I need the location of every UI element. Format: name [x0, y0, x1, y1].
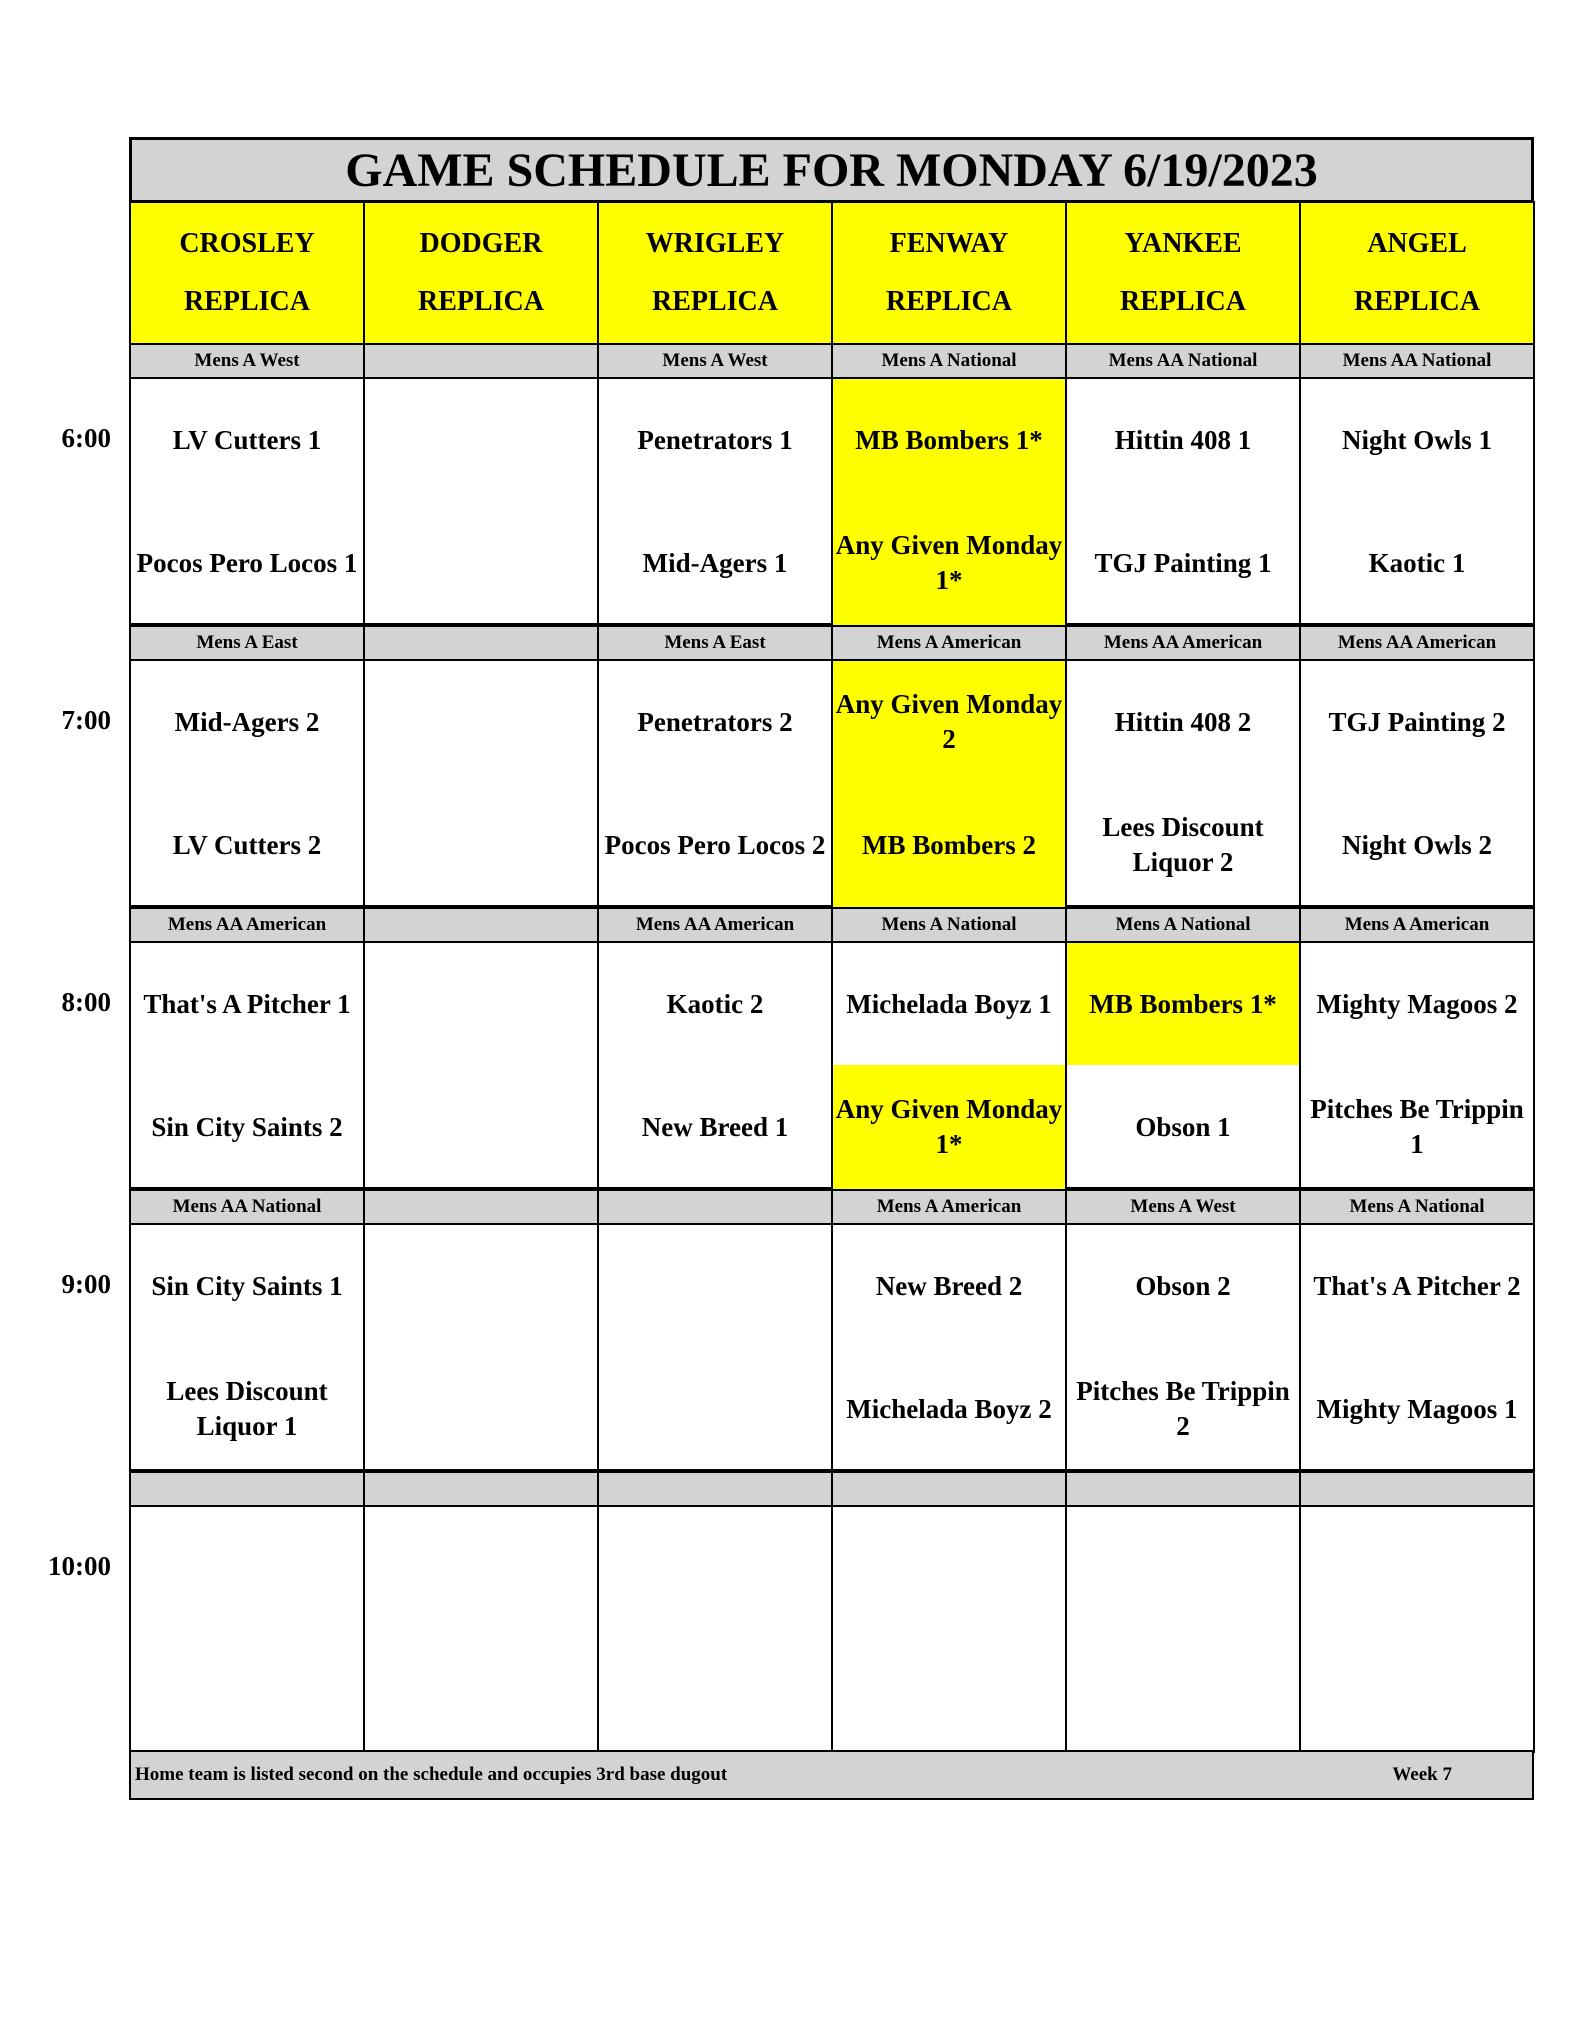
game-cell — [1065, 1223, 1301, 1471]
division-label — [363, 907, 599, 943]
game-cell — [597, 1505, 833, 1753]
home-team — [837, 1629, 1061, 1753]
game-cell — [363, 1505, 599, 1753]
field-name: DODGER — [419, 228, 543, 260]
away-team: TGJ Painting 2 — [1328, 706, 1506, 737]
game-cell — [1299, 659, 1535, 907]
field-name: WRIGLEY — [645, 228, 785, 260]
field-type: REPLICA — [651, 285, 778, 317]
field-name: CROSLEY — [179, 228, 315, 260]
schedule-sheet — [129, 137, 1534, 1800]
division-label — [1065, 1471, 1301, 1507]
away-team: Mid-Agers 2 — [174, 706, 320, 737]
game-cell — [363, 659, 599, 907]
footer-bar — [129, 1750, 1534, 1800]
home-team: TGJ Painting 1 — [1094, 547, 1272, 578]
home-team: Pocos Pero Locos 1 — [136, 547, 358, 578]
away-team: Hittin 408 1 — [1114, 424, 1252, 455]
division-label: Mens A West — [1065, 1189, 1301, 1225]
game-cell — [1065, 659, 1301, 907]
home-team — [603, 1347, 827, 1471]
away-team: Obson 2 — [1135, 1270, 1231, 1301]
division-label: Mens A East — [597, 625, 833, 661]
week-label: Week 7 — [1392, 1764, 1452, 1785]
game-cell — [129, 941, 365, 1189]
division-label: Mens A American — [831, 1189, 1067, 1225]
away-team — [369, 943, 593, 1065]
away-team: Penetrators 1 — [637, 424, 793, 455]
division-label: Mens A National — [1065, 907, 1301, 943]
game-cell — [129, 1505, 365, 1753]
division-label — [597, 1471, 833, 1507]
division-label — [831, 1471, 1067, 1507]
division-label: Mens A National — [831, 343, 1067, 379]
home-team: Sin City Saints 2 — [151, 1111, 343, 1142]
away-team: That's A Pitcher 2 — [1313, 1270, 1521, 1301]
away-team — [135, 1507, 359, 1629]
division-label — [363, 1471, 599, 1507]
away-team: Mighty Magoos 2 — [1316, 988, 1518, 1019]
game-cell — [1065, 1505, 1301, 1753]
game-cell — [831, 377, 1067, 625]
game-cell — [1065, 377, 1301, 625]
home-team: Pitches Be Trippin 2 — [1076, 1376, 1290, 1441]
home-team: Mighty Magoos 1 — [1316, 1393, 1518, 1424]
division-label: Mens AA American — [597, 907, 833, 943]
game-cell — [597, 659, 833, 907]
game-cell — [597, 377, 833, 625]
game-cell — [1299, 1505, 1535, 1753]
division-label: Mens A West — [129, 343, 365, 379]
time-label: 8:00 — [61, 987, 111, 1017]
home-team: New Breed 1 — [641, 1111, 789, 1142]
home-team: Pocos Pero Locos 2 — [604, 829, 826, 860]
away-team — [369, 1225, 593, 1347]
home-team — [369, 1347, 593, 1471]
home-team — [135, 1629, 359, 1753]
division-label: Mens A American — [1299, 907, 1535, 943]
division-label: Mens A National — [1299, 1189, 1535, 1225]
away-team — [603, 1225, 827, 1347]
away-team: Penetrators 2 — [637, 706, 793, 737]
field-type: REPLICA — [885, 285, 1012, 317]
game-cell — [129, 659, 365, 907]
footer-note: Home team is listed second on the schedule and occupies 3rd base dugout — [135, 1764, 728, 1785]
division-label — [363, 1189, 599, 1225]
home-team: Night Owls 2 — [1341, 829, 1493, 860]
game-cell — [831, 659, 1067, 907]
game-cell — [1299, 941, 1535, 1189]
away-team — [369, 661, 593, 783]
division-label: Mens AA National — [129, 1189, 365, 1225]
division-label — [129, 1471, 365, 1507]
time-label: 10:00 — [48, 1551, 111, 1581]
away-team: LV Cutters 1 — [172, 424, 322, 455]
game-cell — [831, 1223, 1067, 1471]
game-cell — [363, 941, 599, 1189]
division-label — [597, 1189, 833, 1225]
home-team: LV Cutters 2 — [172, 829, 322, 860]
away-team — [369, 1507, 593, 1629]
field-header — [363, 201, 599, 345]
division-label — [363, 625, 599, 661]
home-team — [1305, 1629, 1529, 1753]
field-type: REPLICA — [1119, 285, 1246, 317]
home-team — [369, 501, 593, 625]
home-team: Pitches Be Trippin 1 — [1310, 1094, 1524, 1159]
field-header — [1299, 201, 1535, 345]
home-team: Any Given Monday 1* — [833, 1065, 1065, 1189]
time-label: 9:00 — [61, 1269, 111, 1299]
home-team: Michelada Boyz 2 — [846, 1393, 1052, 1424]
away-team: Hittin 408 2 — [1114, 706, 1252, 737]
away-team: MB Bombers 1* — [1067, 943, 1299, 1065]
division-label: Mens AA National — [1299, 343, 1535, 379]
game-cell — [597, 1223, 833, 1471]
division-label: Mens A National — [831, 907, 1067, 943]
game-cell — [363, 1223, 599, 1471]
field-type: REPLICA — [417, 285, 544, 317]
away-team: Sin City Saints 1 — [151, 1270, 343, 1301]
game-cell — [129, 377, 365, 625]
home-team: Obson 1 — [1135, 1111, 1231, 1142]
away-team: That's A Pitcher 1 — [143, 988, 351, 1019]
away-team — [1305, 1507, 1529, 1629]
division-label: Mens AA American — [1299, 625, 1535, 661]
home-team: Lees Discount Liquor 2 — [1102, 812, 1264, 877]
time-label: 6:00 — [61, 423, 111, 453]
away-team — [1071, 1507, 1295, 1629]
home-team: Mid-Agers 1 — [642, 547, 788, 578]
game-cell — [129, 1223, 365, 1471]
field-type: REPLICA — [1353, 285, 1480, 317]
away-team: MB Bombers 1* — [833, 379, 1065, 501]
field-name: FENWAY — [889, 228, 1009, 260]
division-label — [1299, 1471, 1535, 1507]
division-label: Mens AA American — [1065, 625, 1301, 661]
field-name: ANGEL — [1367, 228, 1467, 260]
home-team — [369, 1065, 593, 1189]
away-team — [369, 379, 593, 501]
division-label: Mens A American — [831, 625, 1067, 661]
field-header — [1065, 201, 1301, 345]
division-label: Mens AA National — [1065, 343, 1301, 379]
away-team: Any Given Monday 2 — [833, 661, 1065, 783]
away-team: Kaotic 2 — [666, 988, 764, 1019]
home-team — [369, 783, 593, 907]
schedule-title: GAME SCHEDULE FOR MONDAY 6/19/2023 — [129, 137, 1534, 203]
game-cell — [1299, 377, 1535, 625]
field-name: YANKEE — [1124, 228, 1242, 260]
game-cell — [1299, 1223, 1535, 1471]
home-team: Any Given Monday 1* — [833, 501, 1065, 625]
away-team: Michelada Boyz 1 — [846, 988, 1052, 1019]
home-team — [1071, 1629, 1295, 1753]
home-team: MB Bombers 2 — [833, 783, 1065, 907]
game-cell — [597, 941, 833, 1189]
field-header — [597, 201, 833, 345]
division-label: Mens A West — [597, 343, 833, 379]
away-team: New Breed 2 — [875, 1270, 1023, 1301]
division-label: Mens AA American — [129, 907, 365, 943]
division-label — [363, 343, 599, 379]
game-cell — [1065, 941, 1301, 1189]
division-label: Mens A East — [129, 625, 365, 661]
time-label: 7:00 — [61, 705, 111, 735]
home-team — [369, 1629, 593, 1753]
field-header — [831, 201, 1067, 345]
away-team: Night Owls 1 — [1341, 424, 1493, 455]
game-cell — [831, 941, 1067, 1189]
away-team — [837, 1507, 1061, 1629]
field-header — [129, 201, 365, 345]
home-team — [603, 1629, 827, 1753]
home-team: Kaotic 1 — [1368, 547, 1466, 578]
field-type: REPLICA — [183, 285, 310, 317]
away-team — [603, 1507, 827, 1629]
home-team: Lees Discount Liquor 1 — [166, 1376, 328, 1441]
game-cell — [363, 377, 599, 625]
game-cell — [831, 1505, 1067, 1753]
